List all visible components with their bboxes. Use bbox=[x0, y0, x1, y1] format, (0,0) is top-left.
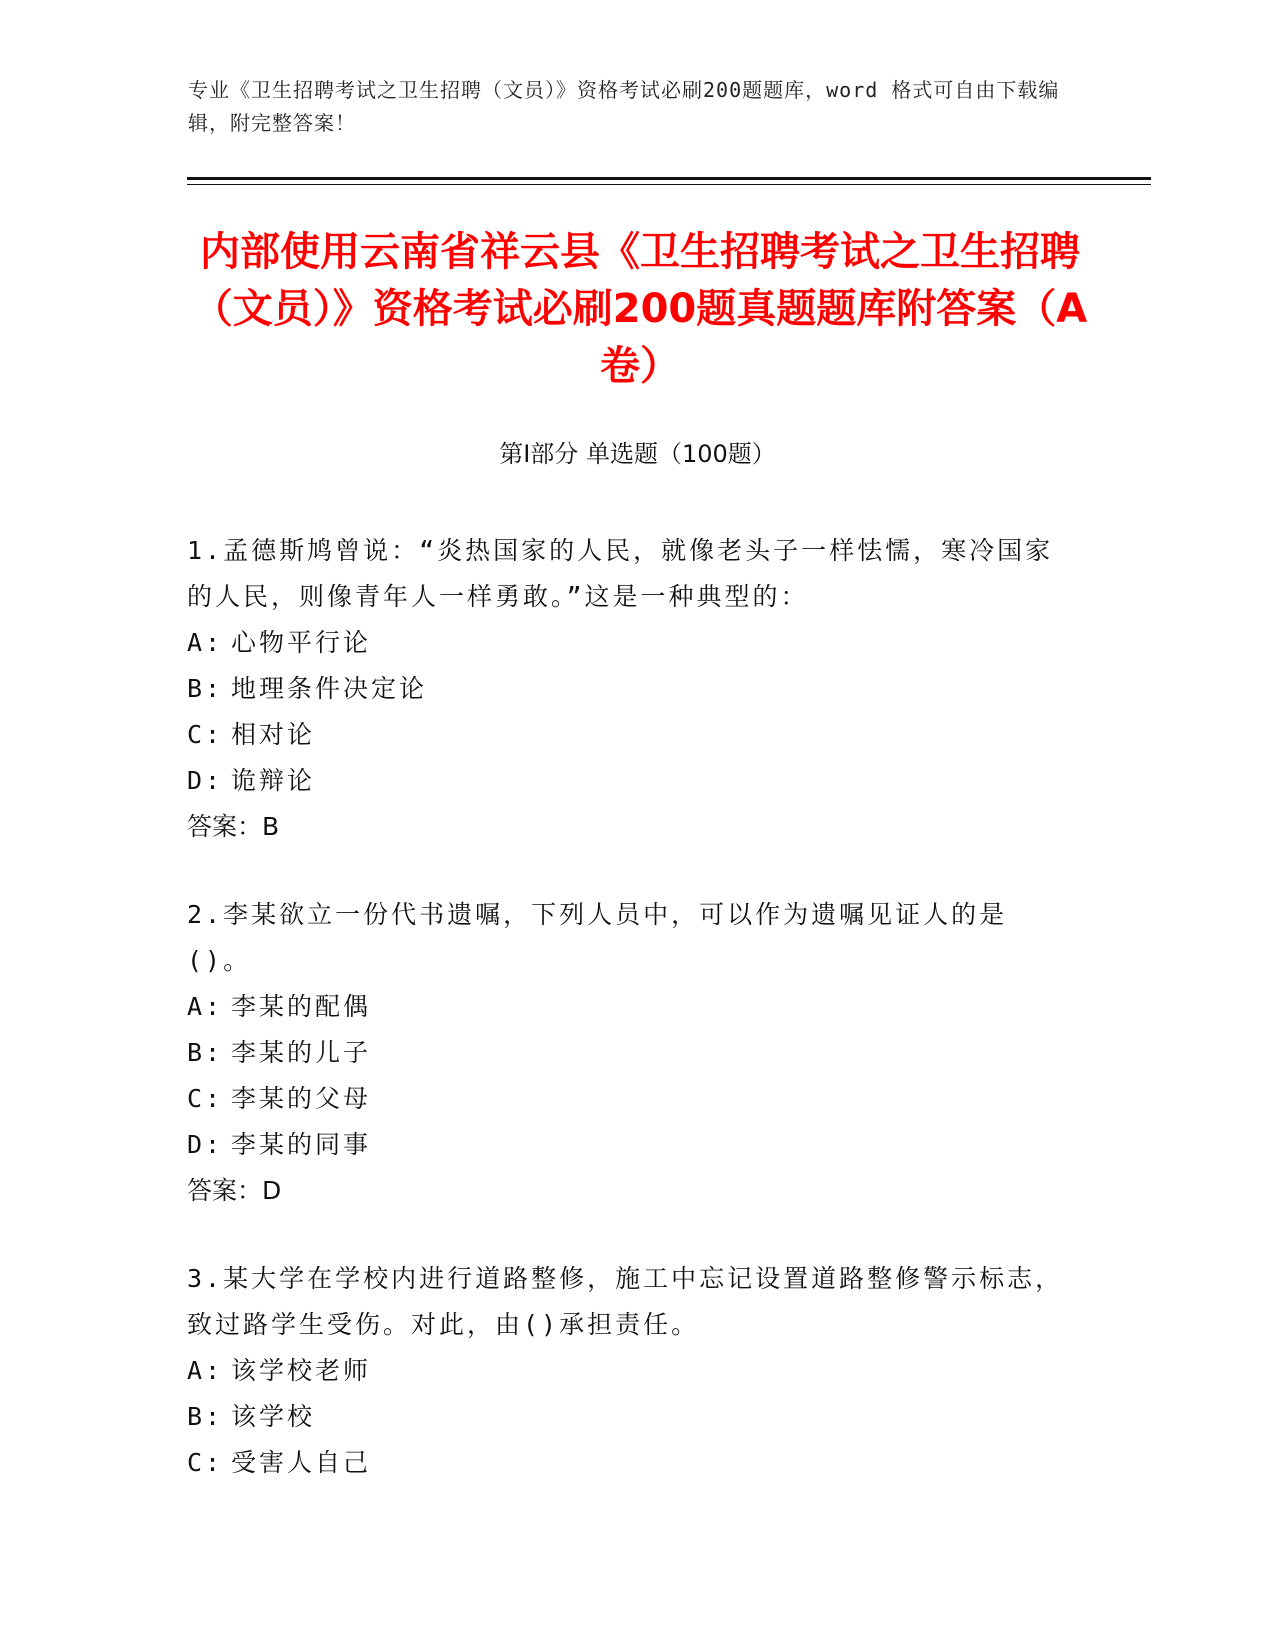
option-key: A: bbox=[187, 628, 224, 657]
option-key: D: bbox=[187, 1130, 224, 1159]
option-text: 该学校老师 bbox=[231, 1356, 372, 1385]
header-rule-thin bbox=[187, 184, 1151, 185]
option-text: 诡辩论 bbox=[231, 766, 316, 795]
option-key: C: bbox=[187, 1084, 224, 1113]
option-text: 李某的儿子 bbox=[231, 1038, 372, 1067]
question-stem: 2.李某欲立一份代书遗嘱，下列人员中，可以作为遗嘱见证人的是()。 bbox=[187, 900, 1008, 975]
option-text: 地理条件决定论 bbox=[231, 674, 428, 703]
option-text: 心物平行论 bbox=[231, 628, 372, 657]
option-text: 相对论 bbox=[231, 720, 316, 749]
option-a bbox=[187, 1348, 1067, 1394]
option-key: B: bbox=[187, 1402, 224, 1431]
question-2 bbox=[187, 892, 1067, 1214]
option-text: 李某的同事 bbox=[231, 1130, 372, 1159]
option-text: 受害人自己 bbox=[231, 1448, 372, 1477]
option-b bbox=[187, 1030, 1067, 1076]
question-stem: 1.孟德斯鸠曾说：“炎热国家的人民，就像老头子一样怯懦，寒冷国家的人民，则像青年人一样勇敢。”这是一种典型的： bbox=[187, 536, 1054, 611]
answer: 答案：B bbox=[187, 812, 280, 841]
option-text: 该学校 bbox=[231, 1402, 316, 1431]
question-list bbox=[187, 528, 1067, 1528]
header-note: 专业《卫生招聘考试之卫生招聘（文员）》资格考试必刷200题题库，word 格式可自由下载编辑，附完整答案！ bbox=[188, 78, 1060, 135]
question-1 bbox=[187, 528, 1067, 850]
option-key: C: bbox=[187, 1448, 224, 1477]
header-rule-thick bbox=[187, 177, 1151, 180]
question-stem: 3.某大学在学校内进行道路整修，施工中忘记设置道路整修警示标志，致过路学生受伤。对此，由()承担责任。 bbox=[187, 1264, 1064, 1339]
option-d bbox=[187, 758, 1067, 804]
option-key: A: bbox=[187, 992, 224, 1021]
option-key: D: bbox=[187, 766, 224, 795]
option-key: C: bbox=[187, 720, 224, 749]
option-text: 李某的配偶 bbox=[231, 992, 372, 1021]
option-key: B: bbox=[187, 1038, 224, 1067]
option-a bbox=[187, 984, 1067, 1030]
option-a bbox=[187, 620, 1067, 666]
answer: 答案：D bbox=[187, 1176, 282, 1205]
option-key: B: bbox=[187, 674, 224, 703]
option-b bbox=[187, 666, 1067, 712]
option-text: 李某的父母 bbox=[231, 1084, 372, 1113]
option-c bbox=[187, 1440, 1067, 1486]
option-b bbox=[187, 1394, 1067, 1440]
option-d bbox=[187, 1122, 1067, 1168]
option-c bbox=[187, 1076, 1067, 1122]
document-title: 内部使用云南省祥云县《卫生招聘考试之卫生招聘（文员）》资格考试必刷200题真题题库附答案（A卷） bbox=[192, 229, 1088, 389]
question-3 bbox=[187, 1256, 1067, 1486]
option-c bbox=[187, 712, 1067, 758]
option-key: A: bbox=[187, 1356, 224, 1385]
section-title: 第Ⅰ部分 单选题（100题） bbox=[499, 440, 776, 468]
